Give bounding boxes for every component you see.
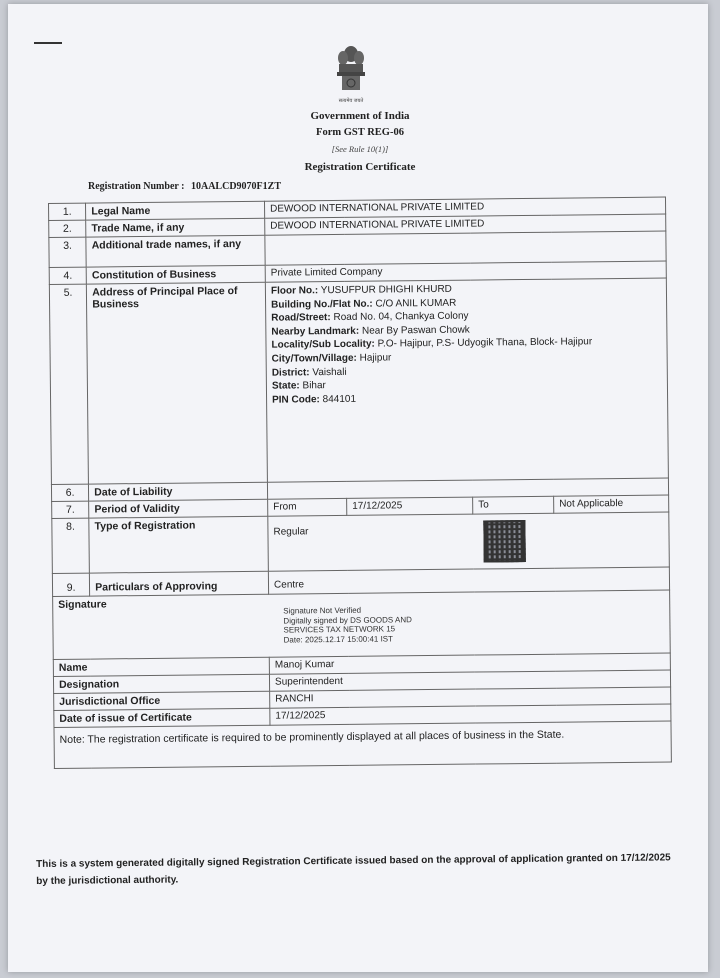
emblem-icon: [330, 42, 372, 102]
legal-name-label: Legal Name: [86, 201, 265, 220]
certificate-title: Registration Certificate: [304, 161, 416, 173]
trade-name-value: DEWOOD INTERNATIONAL PRIVATE LIMITED: [265, 214, 666, 235]
additional-trade-names-label: Additional trade names, if any: [86, 235, 265, 267]
row-number: 9.: [52, 573, 89, 596]
designation-value: Superintendent: [269, 670, 670, 691]
footer-text: This is a system generated digitally signed Registration Certificate issued based on the approval of application granted on 17/12/2025 by the jurisdictional authority.: [36, 852, 671, 887]
registration-number-label: Registration Number :: [88, 181, 185, 192]
registration-type-value: Regular: [273, 526, 309, 538]
government-title: Government of India: [310, 110, 410, 122]
row-number: 8.: [52, 518, 90, 573]
row-number: 7.: [52, 501, 89, 518]
jurisdictional-office-value: RANCHI: [270, 687, 671, 708]
legal-name-value: DEWOOD INTERNATIONAL PRIVATE LIMITED: [264, 197, 665, 218]
approving-value: Centre: [268, 567, 669, 594]
table-row: [49, 278, 668, 484]
trade-name-label: Trade Name, if any: [86, 218, 265, 237]
emblem-caption: सत्यमेव जयते: [338, 98, 364, 104]
qr-code-icon: [483, 520, 525, 562]
issue-date-label: Date of issue of Certificate: [54, 708, 270, 727]
row-number: 3.: [49, 237, 87, 267]
rule-reference: [See Rule 10(1)]: [331, 144, 389, 154]
signature-label: Signature: [58, 598, 107, 611]
form-title: Form GST REG-06: [316, 127, 404, 138]
registration-type-cell: [268, 512, 670, 571]
address-value: Floor No.: YUSUFPUR DHIGHI KHURD Building No./Flat No.: C/O ANIL KUMAR Road/Street: Road No. 04, Chankya Colony Nearby Landmark: Near By Paswan Chowk Locality/Sub Locality: P.O- Hajipur, P.S- Udyogik Thana, Block- Hajipur City/Town/Village: Hajipur District: Vaishali State: Bihar PIN Code: 844101: [265, 278, 668, 482]
corner-mark: [34, 42, 62, 44]
constitution-value: Private Limited Company: [265, 261, 666, 282]
validity-to-value: Not Applicable: [554, 495, 669, 513]
issue-date-value: 17/12/2025: [270, 704, 671, 725]
validity-from-value: 17/12/2025: [347, 497, 473, 515]
jurisdictional-office-label: Jurisdictional Office: [54, 691, 270, 710]
designation-label: Designation: [53, 674, 269, 693]
row-number: 5.: [49, 284, 88, 484]
certificate-table: [48, 197, 672, 769]
note-row: [54, 721, 671, 768]
digital-signature: Signature Not Verified Digitally signed by DS GOODS AND SERVICES TAX NETWORK 15 Date: 2025.12.17 15:00:41 IST: [283, 605, 412, 645]
registration-number: [88, 181, 281, 192]
validity-from-label: From: [268, 498, 347, 516]
address-label: Address of Principal Place of Business: [87, 282, 268, 484]
validity-to-label: To: [473, 496, 554, 514]
note-text: Note: The registration certificate is required to be prominently displayed at all places of business in the State.: [54, 721, 671, 768]
approving-label: Particulars of Approving: [90, 571, 269, 596]
row-number: 4.: [49, 267, 86, 284]
table-row: [52, 512, 670, 573]
registration-type-label: Type of Registration: [89, 516, 268, 573]
date-of-liability-label: Date of Liability: [89, 482, 268, 501]
officer-name-label: Name: [53, 657, 269, 676]
row-number: 2.: [49, 220, 86, 237]
row-number: 1.: [49, 203, 86, 220]
registration-number-value: 10AALCD9070F1ZT: [190, 181, 281, 192]
constitution-label: Constitution of Business: [86, 265, 265, 284]
validity-label: Period of Validity: [89, 499, 268, 518]
additional-trade-names-value: [265, 231, 666, 265]
signature-row: [53, 590, 671, 659]
row-number: 6.: [51, 484, 88, 501]
officer-name-value: Manoj Kumar: [269, 653, 670, 674]
